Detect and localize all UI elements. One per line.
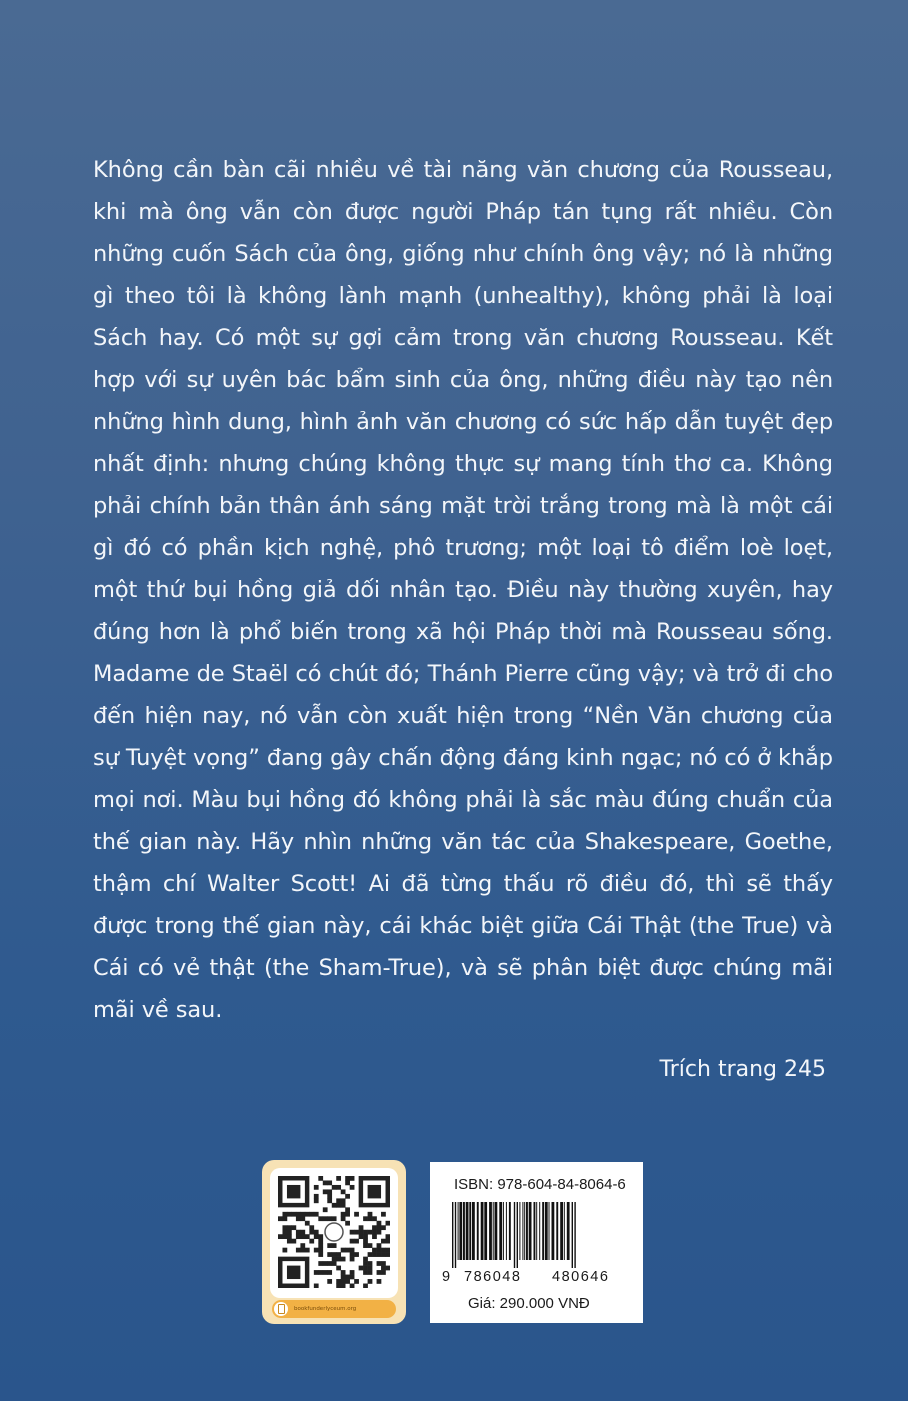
excerpt-paragraph: Không cần bàn cãi nhiều về tài năng văn chương của Rousseau, khi mà ông vẫn còn được người Pháp tán tụng rất nhiều. Còn những cuốn Sách của ông, giống như chính ông vậy; nó là những gì theo tôi là không lành mạnh (unhealthy), không phải là loại Sách hay. Có một sự gợi cảm trong văn chương Rousseau. Kết hợp với sự uyên bác bẩm sinh của ông, những điều này tạo nên những hình dung, hình ảnh văn chương có sức hấp dẫn tuyệt đẹp nhất định: nhưng chúng không thực sự mang tính thơ ca. Không phải chính bản thân ánh sáng mặt trời trắng trong mà là một cái gì đó có phần kịch nghệ, phô trương; một loại tô điểm loè loẹt, một thứ bụi hồng giả dối nhân tạo. Điều này thường xuyên, hay đúng hơn là phổ biến trong xã hội Pháp thời mà Rousseau sống. Madame de Staël có chút đó; Thánh Pierre cũng vậy; và trở đi cho đến hiện nay, nó vẫn còn xuất hiện trong “Nền Văn chương của sự Tuyệt vọng” đang gây chấn động đáng kinh ngạc; nó có ở khắp mọi nơi. Màu bụi hồng đó không phải là sắc màu đúng chuẩn của thế gian này. Hãy nhìn những văn tác của Shakespeare, Goethe, thậm chí Walter Scott! Ai đã từng thấu rõ điều đó, thì sẽ thấy được trong thế gian này, cái khác biệt giữa Cái Thật (the True) và Cái có vẻ thật (the Sham-True), và sẽ phân biệt được chúng mãi mãi về sau. [93, 156, 833, 1023]
barcode-icon [442, 1202, 638, 1268]
qr-code-frame [270, 1168, 398, 1298]
isbn-text: ISBN: 978-604-84-8064-6 [454, 1176, 626, 1193]
qr-code-icon [278, 1176, 390, 1288]
phone-icon [274, 1302, 288, 1316]
barcode-left-digits: 786048 [464, 1269, 522, 1285]
barcode-digits [442, 1269, 638, 1287]
barcode-label [430, 1162, 643, 1323]
qr-url-bar [272, 1300, 396, 1318]
page-citation: Trích trang 245 [659, 1057, 826, 1082]
qr-sticker [262, 1160, 406, 1324]
barcode-right-digits: 480646 [552, 1269, 610, 1285]
barcode-first-digit: 9 [442, 1269, 451, 1285]
price-text: Giá: 290.000 VNĐ [468, 1295, 590, 1312]
qr-url-text: bookfunderlyceum.org [294, 1306, 357, 1312]
